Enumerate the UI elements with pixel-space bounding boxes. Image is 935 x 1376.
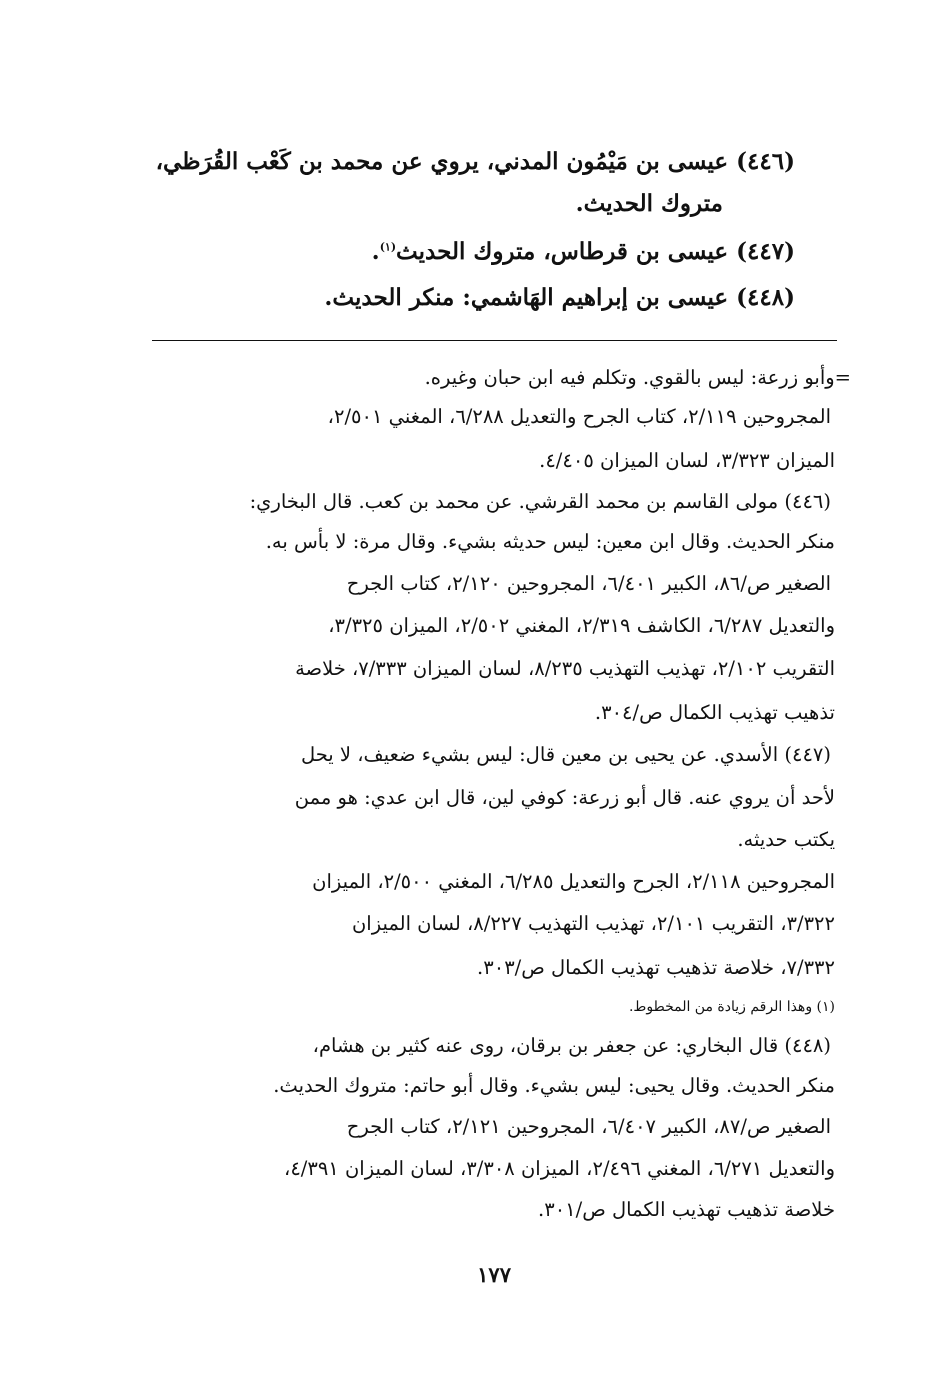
note-line-11: لأحد أن يروي عنه. قال أبو زرعة: كوفي لين، قال ابن عدي: هو ممن — [294, 786, 835, 809]
entry-447-text: (٤٤٧) عيسى بن قرطاس، متروك الحديث — [396, 238, 795, 265]
note-line-12: يكتب حديثه. — [737, 828, 835, 851]
note-line-5: منكر الحديث. وقال ابن معين: ليس حديثه بشيء. وقال مرة: لا بأس به. — [265, 530, 835, 553]
footnote-ref-1: (١) — [379, 240, 397, 254]
note-line-18: الصغير ص/٨٧، الكبير ٦/٤٠٧، المجروحين ٢/١٢١، كتاب الجرح — [346, 1115, 831, 1138]
note-line-1: =وأبو زرعة: ليس بالقوي. وتكلم فيه ابن حبان وغيره. — [424, 366, 851, 389]
note-line-13: المجروحين ٢/١١٨، الجرح والتعديل ٦/٢٨٥، المغني ٢/٥٠٠، الميزان — [312, 870, 835, 893]
note-line-19: والتعديل ٦/٢٧١، المغني ٢/٤٩٦، الميزان ٣/٣٠٨، لسان الميزان ٤/٣٩١، — [284, 1157, 835, 1180]
entry-447-end: . — [371, 238, 380, 265]
note-line-14: ٣/٣٢٢، التقريب ٢/١٠١، تهذيب التهذيب ٨/٢٢٧، لسان الميزان — [351, 912, 835, 935]
page-number: ١٧٧ — [477, 1262, 511, 1287]
entry-446-line-2: متروك الحديث. — [575, 190, 723, 217]
note-line-3: الميزان ٣/٣٢٣، لسان الميزان ٤/٤٠٥. — [539, 449, 835, 472]
note-line-10: (٤٤٧) الأسدي. عن يحيى بن معين قال: ليس بشيء ضعيف، لا يحل — [300, 743, 831, 766]
footnote-1: (١) وهذا الرقم زيادة من المخطوط. — [628, 999, 835, 1015]
note-line-7: والتعديل ٦/٢٨٧، الكاشف ٢/٣١٩، المغني ٢/٥٠٢، الميزان ٣/٣٢٥، — [328, 614, 835, 637]
note-line-2: المجروحين ٢/١١٩، كتاب الجرح والتعديل ٦/٢٨٨، المغني ٢/٥٠١، — [327, 405, 831, 428]
entry-448: (٤٤٨) عيسى بن إبراهيم الهَاشمي: منكر الحديث. — [324, 284, 795, 311]
note-line-20: خلاصة تذهيب تهذيب الكمال ص/٣٠١. — [538, 1198, 835, 1221]
note-line-15: ٧/٣٣٢، خلاصة تذهيب تهذيب الكمال ص/٣٠٣. — [477, 956, 835, 979]
note-line-9: تذهيب تهذيب الكمال ص/٣٠٤. — [594, 701, 835, 724]
note-line-6: الصغير ص/٨٦، الكبير ٦/٤٠١، المجروحين ٢/١٢٠، كتاب الجرح — [346, 572, 831, 595]
note-line-8: التقريب ٢/١٠٢، تهذيب التهذيب ٨/٢٣٥، لسان الميزان ٧/٣٣٣، خلاصة — [295, 657, 835, 680]
note-line-17: منكر الحديث. وقال يحيى: ليس بشيء. وقال أبو حاتم: متروك الحديث. — [273, 1074, 835, 1097]
entry-447 — [372, 240, 795, 263]
note-line-4: (٤٤٦) مولى القاسم بن محمد القرشي. عن محمد بن كعب. قال البخاري: — [249, 490, 831, 513]
notes-separator-rule — [152, 340, 837, 341]
note-line-16: (٤٤٨) قال البخاري: عن جعفر بن برقان، روى عنه كثير بن هشام، — [312, 1034, 831, 1057]
entry-446-line-1: (٤٤٦) عيسى بن مَيْمُون المدني، يروي عن محمد بن كَعْب القُرَظي، — [155, 148, 795, 175]
